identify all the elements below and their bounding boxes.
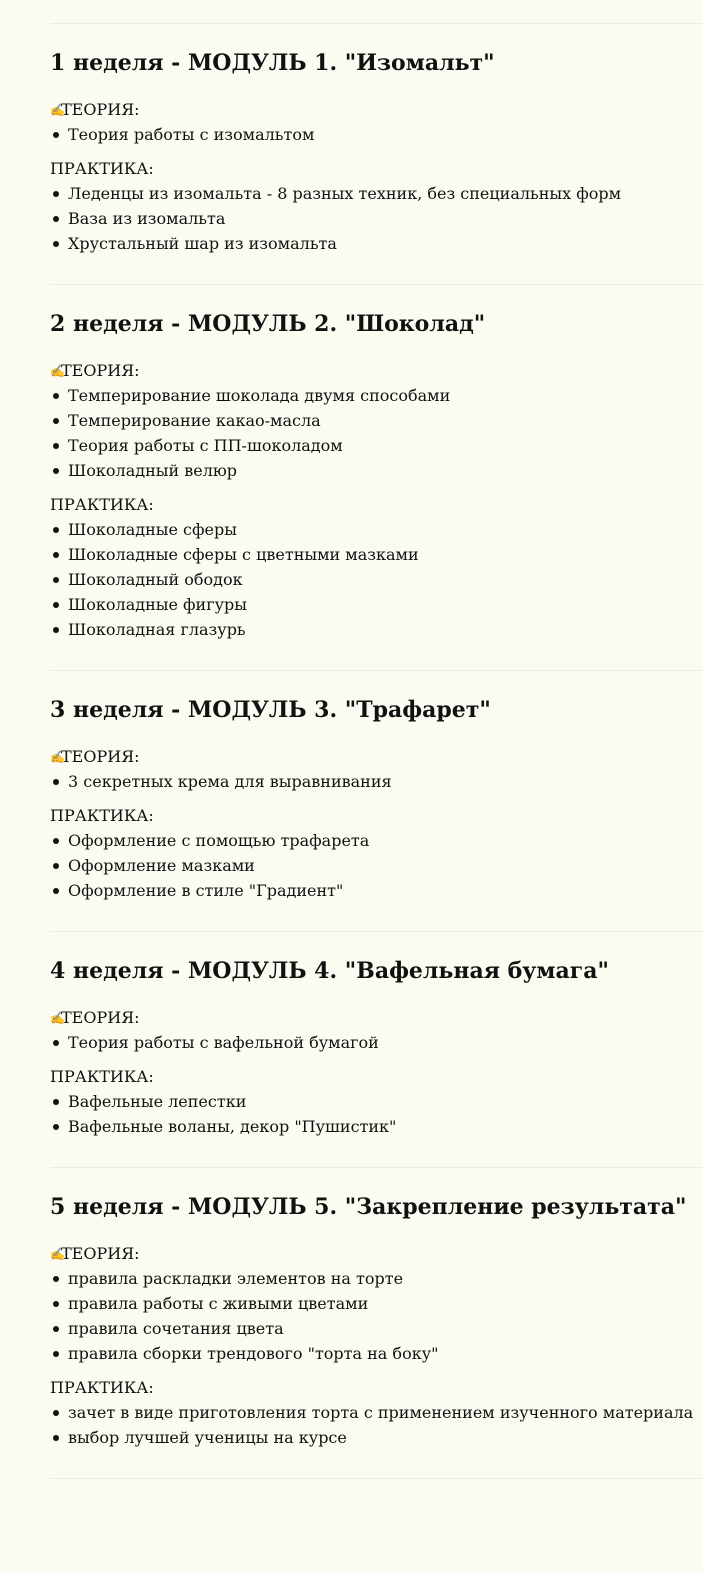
module-4 (50, 931, 703, 1167)
list-item: Оформление мазками (50, 853, 703, 878)
bullet-icon (53, 191, 59, 197)
theory-list (50, 769, 703, 794)
bullet-icon (53, 602, 59, 608)
practice-list (50, 1400, 703, 1450)
list-item: правила сочетания цвета (50, 1316, 703, 1341)
bullet-icon (53, 1099, 59, 1105)
list-item: Темперирование какао-масла (50, 408, 703, 433)
list-item: правила раскладки элементов на торте (50, 1266, 703, 1291)
theory-label (50, 358, 703, 383)
bullet-icon (53, 577, 59, 583)
list-item: Шоколадный велюр (50, 458, 703, 483)
divider (50, 1478, 703, 1479)
list-item: правила работы с живыми цветами (50, 1291, 703, 1316)
list-item: Шоколадные сферы (50, 517, 703, 542)
list-item: Вафельные лепестки (50, 1089, 703, 1114)
list-item: выбор лучшей ученицы на курсе (50, 1425, 703, 1450)
bullet-icon (53, 838, 59, 844)
writing-hand-icon: ✍ (50, 103, 65, 117)
theory-label (50, 744, 703, 769)
theory-label-text: ТЕОРИЯ: (61, 100, 140, 119)
practice-list (50, 517, 703, 642)
theory-list (50, 383, 703, 483)
bullet-icon (53, 888, 59, 894)
writing-hand-icon: ✍ (50, 1247, 65, 1261)
theory-label (50, 1005, 703, 1030)
bullet-icon (53, 418, 59, 424)
bullet-icon (53, 468, 59, 474)
theory-label-text: ТЕОРИЯ: (61, 1244, 140, 1263)
theory-label-text: ТЕОРИЯ: (61, 747, 140, 766)
theory-label-text: ТЕОРИЯ: (61, 1008, 140, 1027)
list-item: Вафельные воланы, декор "Пушистик" (50, 1114, 703, 1139)
bullet-icon (53, 1351, 59, 1357)
list-item: Теория работы с ПП-шоколадом (50, 433, 703, 458)
practice-label: ПРАКТИКА: (50, 1067, 154, 1086)
module-title: 5 неделя - МОДУЛЬ 5. "Закрепление результата" (50, 1194, 687, 1220)
practice-list (50, 181, 703, 256)
module-title: 3 неделя - МОДУЛЬ 3. "Трафарет" (50, 697, 491, 723)
module-2 (50, 284, 703, 670)
list-item: Леденцы из изомальта - 8 разных техник, без специальных форм (50, 181, 703, 206)
bullet-icon (53, 1326, 59, 1332)
writing-hand-icon: ✍ (50, 750, 65, 764)
theory-label-text: ТЕОРИЯ: (61, 361, 140, 380)
list-item: Теория работы с вафельной бумагой (50, 1030, 703, 1055)
bullet-icon (53, 241, 59, 247)
bullet-icon (53, 779, 59, 785)
list-item: Шоколадная глазурь (50, 617, 703, 642)
list-item: Оформление в стиле "Градиент" (50, 878, 703, 903)
module-5 (50, 1167, 703, 1478)
bullet-icon (53, 552, 59, 558)
theory-label (50, 97, 703, 122)
practice-list (50, 828, 703, 903)
list-item: Темперирование шоколада двумя способами (50, 383, 703, 408)
list-item: зачет в виде приготовления торта с применением изученного материала (50, 1400, 703, 1425)
practice-label: ПРАКТИКА: (50, 495, 154, 514)
list-item: Хрустальный шар из изомальта (50, 231, 703, 256)
writing-hand-icon: ✍ (50, 1011, 65, 1025)
bullet-icon (53, 1124, 59, 1130)
module-3 (50, 670, 703, 931)
writing-hand-icon: ✍ (50, 364, 65, 378)
bullet-icon (53, 527, 59, 533)
bullet-icon (53, 1435, 59, 1441)
curriculum (50, 23, 703, 1479)
theory-list (50, 1266, 703, 1366)
bullet-icon (53, 1040, 59, 1046)
bullet-icon (53, 863, 59, 869)
bullet-icon (53, 627, 59, 633)
list-item: Теория работы с изомальтом (50, 122, 703, 147)
practice-label: ПРАКТИКА: (50, 159, 154, 178)
list-item: правила сборки трендового "торта на боку" (50, 1341, 703, 1366)
bullet-icon (53, 1301, 59, 1307)
module-title: 4 неделя - МОДУЛЬ 4. "Вафельная бумага" (50, 958, 609, 984)
theory-list (50, 122, 703, 147)
practice-list (50, 1089, 703, 1139)
bullet-icon (53, 443, 59, 449)
module-title: 2 неделя - МОДУЛЬ 2. "Шоколад" (50, 311, 486, 337)
list-item: Шоколадные фигуры (50, 592, 703, 617)
module-1 (50, 23, 703, 284)
bullet-icon (53, 1276, 59, 1282)
bullet-icon (53, 216, 59, 222)
list-item: Шоколадные сферы с цветными мазками (50, 542, 703, 567)
list-item: Оформление с помощью трафарета (50, 828, 703, 853)
practice-label: ПРАКТИКА: (50, 1378, 154, 1397)
theory-list (50, 1030, 703, 1055)
theory-label (50, 1241, 703, 1266)
bullet-icon (53, 393, 59, 399)
practice-label: ПРАКТИКА: (50, 806, 154, 825)
list-item: 3 секретных крема для выравнивания (50, 769, 703, 794)
module-title: 1 неделя - МОДУЛЬ 1. "Изомальт" (50, 50, 495, 76)
list-item: Шоколадный ободок (50, 567, 703, 592)
bullet-icon (53, 1410, 59, 1416)
list-item: Ваза из изомальта (50, 206, 703, 231)
bullet-icon (53, 132, 59, 138)
